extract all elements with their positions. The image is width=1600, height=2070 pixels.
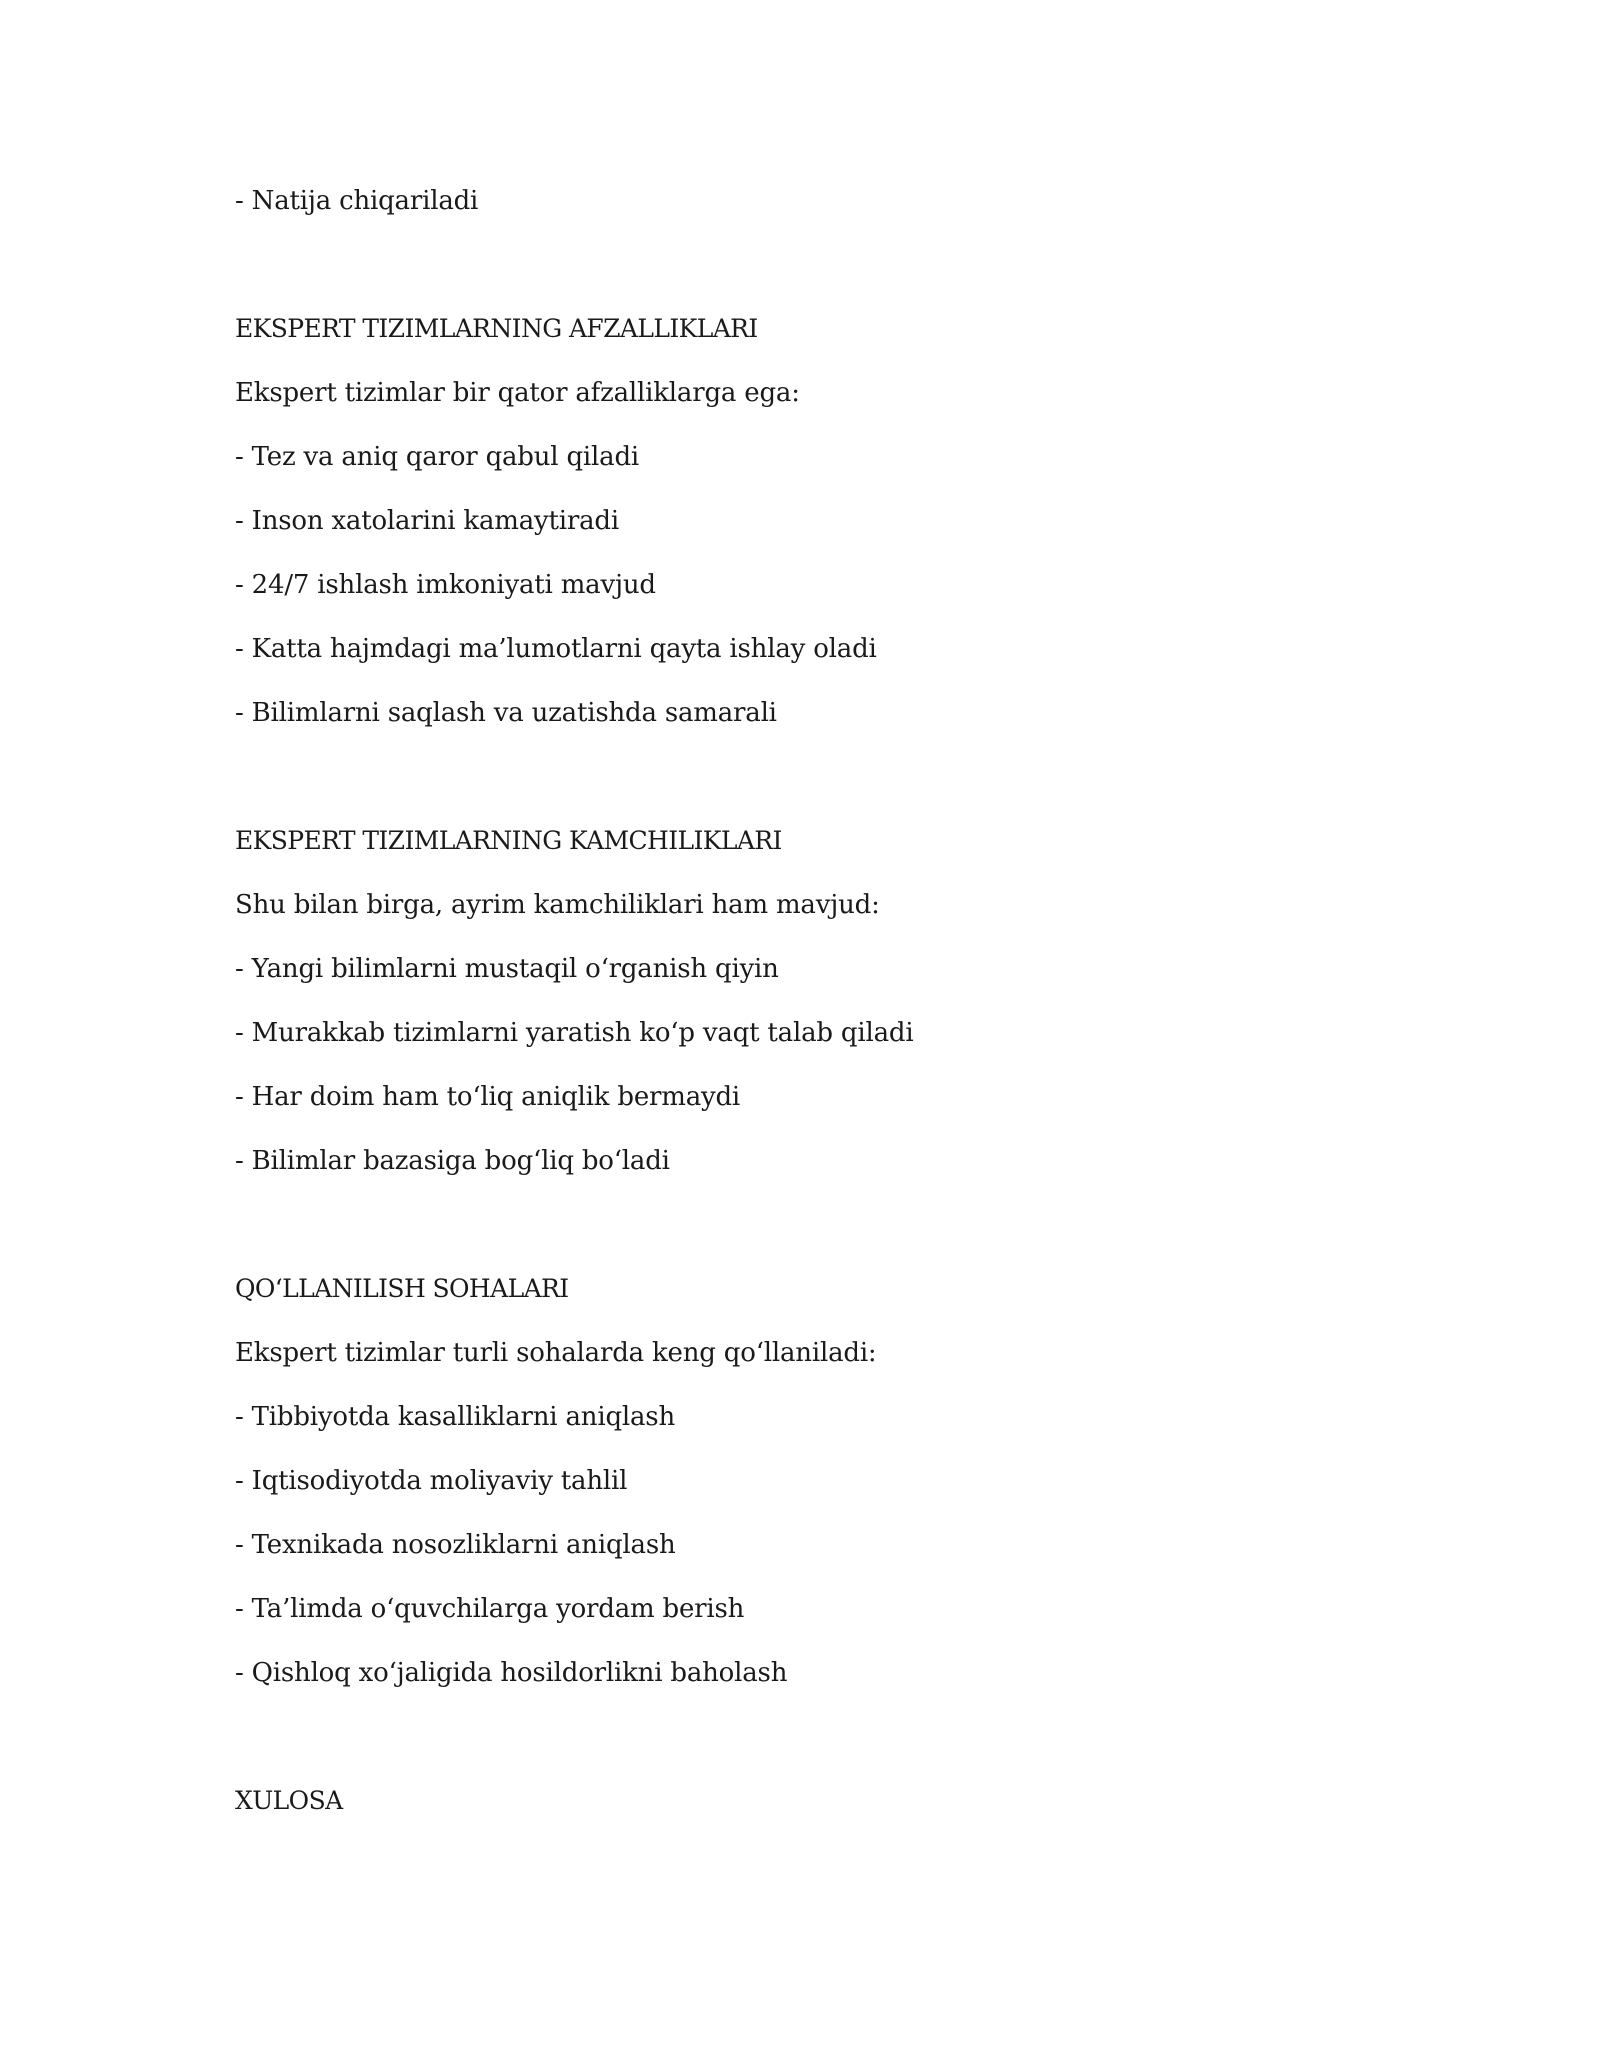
heading-qollanilish: QO‘LLANILISH SOHALARI xyxy=(235,1274,569,1303)
heading-afzalliklari: EKSPERT TIZIMLARNING AFZALLIKLARI xyxy=(235,314,758,343)
list-item: - Qishloq xo‘jaligida hosildorlikni baholash xyxy=(235,1658,788,1688)
list-item: - Murakkab tizimlarni yaratish ko‘p vaqt talab qiladi xyxy=(235,1018,914,1048)
bullet-natija: - Natija chiqariladi xyxy=(235,186,479,216)
list-item: - Inson xatolarini kamaytiradi xyxy=(235,506,619,536)
list-item: - Tez va aniq qaror qabul qiladi xyxy=(235,442,640,472)
paragraph-qollanilish-intro: Ekspert tizimlar turli sohalarda keng qo‘llaniladi: xyxy=(235,1338,877,1368)
list-item: - 24/7 ishlash imkoniyati mavjud xyxy=(235,570,656,600)
heading-kamchiliklari: EKSPERT TIZIMLARNING KAMCHILIKLARI xyxy=(235,826,782,855)
list-item: - Bilimlarni saqlash va uzatishda samarali xyxy=(235,698,777,728)
paragraph-kamchiliklari-intro: Shu bilan birga, ayrim kamchiliklari ham mavjud: xyxy=(235,890,880,920)
paragraph-afzalliklari-intro: Ekspert tizimlar bir qator afzalliklarga ega: xyxy=(235,378,800,408)
list-item: - Bilimlar bazasiga bog‘liq bo‘ladi xyxy=(235,1146,670,1176)
list-item: - Iqtisodiyotda moliyaviy tahlil xyxy=(235,1466,628,1496)
list-item: - Tibbiyotda kasalliklarni aniqlash xyxy=(235,1402,675,1432)
list-item: - Texnikada nosozliklarni aniqlash xyxy=(235,1530,676,1560)
list-item: - Katta hajmdagi ma’lumotlarni qayta ishlay oladi xyxy=(235,634,877,664)
list-item: - Yangi bilimlarni mustaqil o‘rganish qiyin xyxy=(235,954,779,984)
list-item: - Har doim ham to‘liq aniqlik bermaydi xyxy=(235,1082,741,1112)
list-item: - Ta’limda o‘quvchilarga yordam berish xyxy=(235,1594,745,1624)
heading-xulosa: XULOSA xyxy=(235,1786,343,1815)
